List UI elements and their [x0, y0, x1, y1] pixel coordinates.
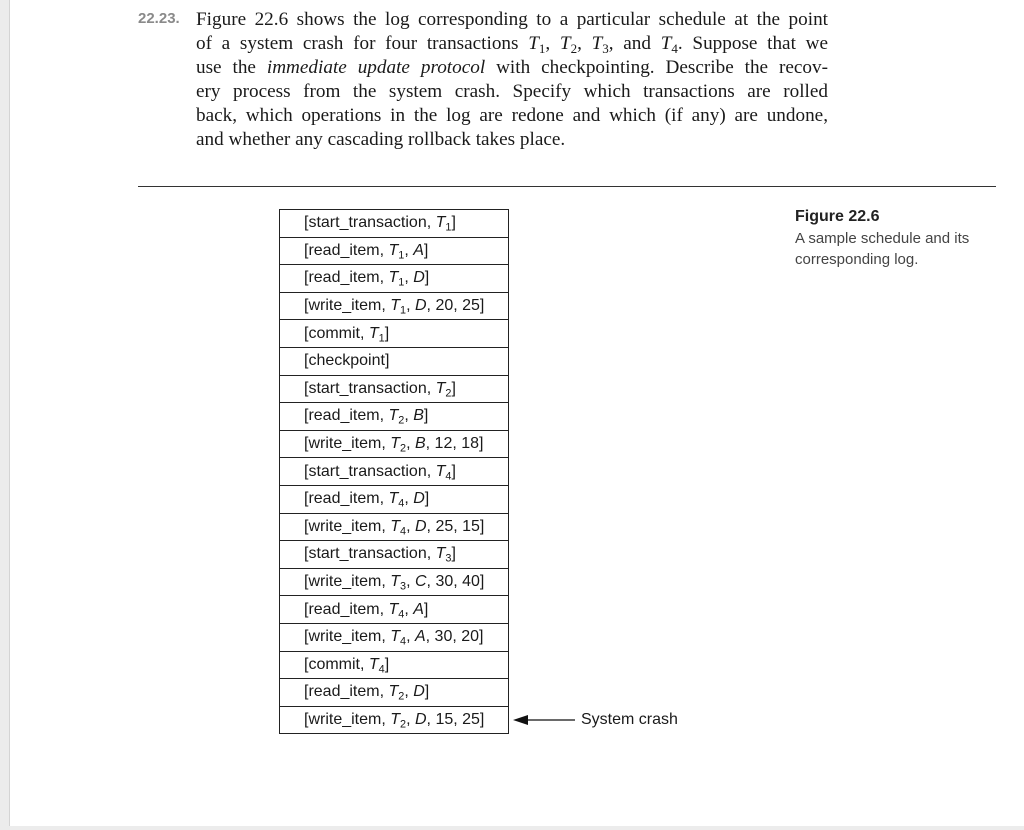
log-entry: [280, 375, 509, 403]
exercise-text-line: back, which operations in the log are redone and which (if any) are undone,: [196, 105, 828, 126]
log-entry: [280, 679, 509, 707]
log-entry: [280, 651, 509, 679]
log-entry: [280, 568, 509, 596]
log-entry: [280, 430, 509, 458]
log-entry: [280, 706, 509, 734]
section-divider: [138, 186, 996, 187]
log-entry-text: [write_item, $T_3$, C, 30, 40]: [280, 568, 509, 596]
log-entry: [280, 513, 509, 541]
log-entry-text: [start_transaction, $T_1$]: [304, 214, 456, 234]
log-entry: [280, 623, 509, 651]
crash-arrow-icon: [513, 713, 575, 727]
log-entry-text: [write_item, $T_4$, A, 30, 20]: [280, 623, 509, 651]
log-entry-text: [start_transaction, $T_4$]: [280, 458, 509, 486]
log-entry-text: [read_item, $T_1$, D]: [280, 265, 509, 293]
exercise-text-line: of a system crash for four transactions $T_1$, $T_2$, $T_3$, and $T_4$. Suppose that we: [196, 33, 828, 57]
exercise-text-line: and whether any cascading rollback takes place.: [196, 129, 566, 150]
log-entry-text: [read_item, $T_4$, D]: [280, 485, 509, 513]
figure-caption-text: A sample schedule and its corresponding log.: [795, 230, 970, 268]
figure-title: Figure 22.6: [795, 208, 880, 225]
log-entry: [280, 265, 509, 293]
page-gutter: [0, 0, 10, 830]
log-entry: [280, 210, 509, 238]
log-entry: [280, 596, 509, 624]
log-entry: [280, 403, 509, 431]
log-entry: [280, 292, 509, 320]
log-entry: [280, 541, 509, 569]
log-entry-text: [write_item, $T_2$, B, 12, 18]: [280, 430, 509, 458]
log-entry-text: [read_item, $T_2$, B]: [280, 403, 509, 431]
log-entry-text: [read_item, $T_4$, A]: [280, 596, 509, 624]
log-entry-text: [start_transaction, $T_3$]: [280, 541, 509, 569]
crash-label: System crash: [581, 711, 678, 728]
exercise-text-line: Figure 22.6 shows the log corresponding to a particular schedule at the point: [196, 9, 828, 30]
exercise-text: [196, 8, 828, 152]
log-entry-text: [write_item, $T_2$, D, 15, 25]: [280, 706, 509, 734]
log-entry-text: [write_item, $T_4$, D, 25, 15]: [280, 513, 509, 541]
log-entry-text: [checkpoint]: [280, 347, 509, 375]
log-entry: [280, 485, 509, 513]
log-entry-text: [commit, $T_4$]: [280, 651, 509, 679]
log-entry-text: [read_item, $T_1$, A]: [280, 237, 509, 265]
figure-caption: [795, 207, 1005, 270]
log-entry: [280, 237, 509, 265]
log-entry-text: [write_item, $T_1$, D, 20, 25]: [280, 292, 509, 320]
log-entry: [280, 347, 509, 375]
log-entry: [280, 320, 509, 348]
log-table: [279, 209, 509, 734]
exercise-number: 22.23.: [138, 10, 180, 27]
log-entry-text: [commit, $T_1$]: [280, 320, 509, 348]
log-entry-text: [read_item, $T_2$, D]: [280, 679, 509, 707]
exercise-text-line: use the immediate update protocol with checkpointing. Describe the recov-: [196, 57, 828, 78]
log-entry: [280, 458, 509, 486]
page-bottom-edge: [0, 826, 1024, 830]
log-entry-text: [start_transaction, $T_2$]: [280, 375, 509, 403]
exercise-text-line: ery process from the system crash. Specify which transactions are rolled: [196, 81, 828, 102]
